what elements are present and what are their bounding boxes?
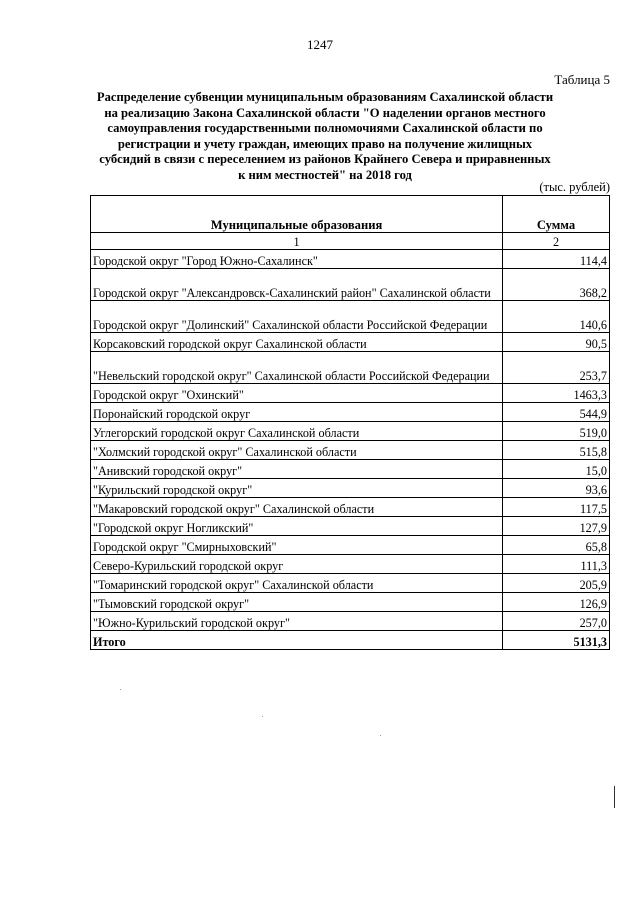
table-row bbox=[91, 593, 610, 612]
sum-value: 117,5 bbox=[503, 498, 610, 517]
municipality-name: Городской округ "Смирныховский" bbox=[91, 536, 503, 555]
scan-speck bbox=[120, 689, 121, 690]
municipality-name: Городской округ "Охинский" bbox=[91, 384, 503, 403]
table-row bbox=[91, 403, 610, 422]
table-row bbox=[91, 422, 610, 441]
table-row bbox=[91, 441, 610, 460]
scan-edge-mark bbox=[614, 786, 615, 808]
municipality-name: Корсаковский городской округ Сахалинской области bbox=[91, 333, 503, 352]
sum-value: 1463,3 bbox=[503, 384, 610, 403]
municipality-name: Городской округ "Александровск-Сахалинский район" Сахалинской области bbox=[91, 269, 503, 301]
municipality-name: "Холмский городской округ" Сахалинской области bbox=[91, 441, 503, 460]
sum-value: 15,0 bbox=[503, 460, 610, 479]
sum-value: 127,9 bbox=[503, 517, 610, 536]
municipality-name: Поронайский городской округ bbox=[91, 403, 503, 422]
column-header-municipality: Муниципальные образования bbox=[91, 196, 503, 233]
sum-value: 126,9 bbox=[503, 593, 610, 612]
scan-speck bbox=[380, 735, 381, 736]
table-row bbox=[91, 536, 610, 555]
table-row bbox=[91, 333, 610, 352]
sum-value: 93,6 bbox=[503, 479, 610, 498]
table-row bbox=[91, 352, 610, 384]
total-value: 5131,3 bbox=[503, 631, 610, 650]
sum-value: 114,4 bbox=[503, 250, 610, 269]
sum-value: 257,0 bbox=[503, 612, 610, 631]
sum-value: 368,2 bbox=[503, 269, 610, 301]
table-row bbox=[91, 460, 610, 479]
scan-speck bbox=[262, 716, 263, 717]
municipality-name: Северо-Курильский городской округ bbox=[91, 555, 503, 574]
table-row bbox=[91, 269, 610, 301]
table-row bbox=[91, 301, 610, 333]
table-row bbox=[91, 250, 610, 269]
subvention-table bbox=[90, 195, 610, 650]
table-row bbox=[91, 555, 610, 574]
table-row bbox=[91, 498, 610, 517]
column-header-sum: Сумма bbox=[503, 196, 610, 233]
total-label: Итого bbox=[91, 631, 503, 650]
municipality-name: Углегорский городской округ Сахалинской области bbox=[91, 422, 503, 441]
header-row bbox=[91, 196, 610, 233]
sum-value: 205,9 bbox=[503, 574, 610, 593]
total-row bbox=[91, 631, 610, 650]
sum-value: 515,8 bbox=[503, 441, 610, 460]
document-title: Распределение субвенции муниципальным образованиям Сахалинской области на реализацию Закона Сахалинской области "О наделении органов местного самоуправления государственными полномочиями Сахалинской области по регистрации и учету граждан, имеющих право на получение жилищных субсидий в связи с переселением из районов Крайнего Севера и приравненных к ним местностей" на 2018 год bbox=[96, 90, 554, 182]
municipality-name: "Макаровский городской округ" Сахалинской области bbox=[91, 498, 503, 517]
municipality-name: "Тымовский городской округ" bbox=[91, 593, 503, 612]
table-row bbox=[91, 574, 610, 593]
municipality-name: "Городской округ Ногликский" bbox=[91, 517, 503, 536]
sum-value: 65,8 bbox=[503, 536, 610, 555]
table-row bbox=[91, 479, 610, 498]
table-row bbox=[91, 517, 610, 536]
municipality-name: "Невельский городской округ" Сахалинской области Российской Федерации bbox=[91, 352, 503, 384]
table-label: Таблица 5 bbox=[554, 72, 610, 87]
municipality-name: "Курильский городской округ" bbox=[91, 479, 503, 498]
units-label: (тыс. рублей) bbox=[539, 180, 610, 194]
sum-value: 111,3 bbox=[503, 555, 610, 574]
table-row bbox=[91, 384, 610, 403]
column-number-row bbox=[91, 233, 610, 250]
municipality-name: "Южно-Курильский городской округ" bbox=[91, 612, 503, 631]
sum-value: 253,7 bbox=[503, 352, 610, 384]
sum-value: 90,5 bbox=[503, 333, 610, 352]
sum-value: 140,6 bbox=[503, 301, 610, 333]
table-row bbox=[91, 612, 610, 631]
municipality-name: Городской округ "Долинский" Сахалинской области Российской Федерации bbox=[91, 301, 503, 333]
sum-value: 544,9 bbox=[503, 403, 610, 422]
municipality-name: Городской округ "Город Южно-Сахалинск" bbox=[91, 250, 503, 269]
column-number-1: 1 bbox=[91, 233, 503, 250]
column-number-2: 2 bbox=[503, 233, 610, 250]
municipality-name: "Томаринский городской округ" Сахалинской области bbox=[91, 574, 503, 593]
sum-value: 519,0 bbox=[503, 422, 610, 441]
page-number: 1247 bbox=[307, 37, 333, 52]
municipality-name: "Анивский городской округ" bbox=[91, 460, 503, 479]
